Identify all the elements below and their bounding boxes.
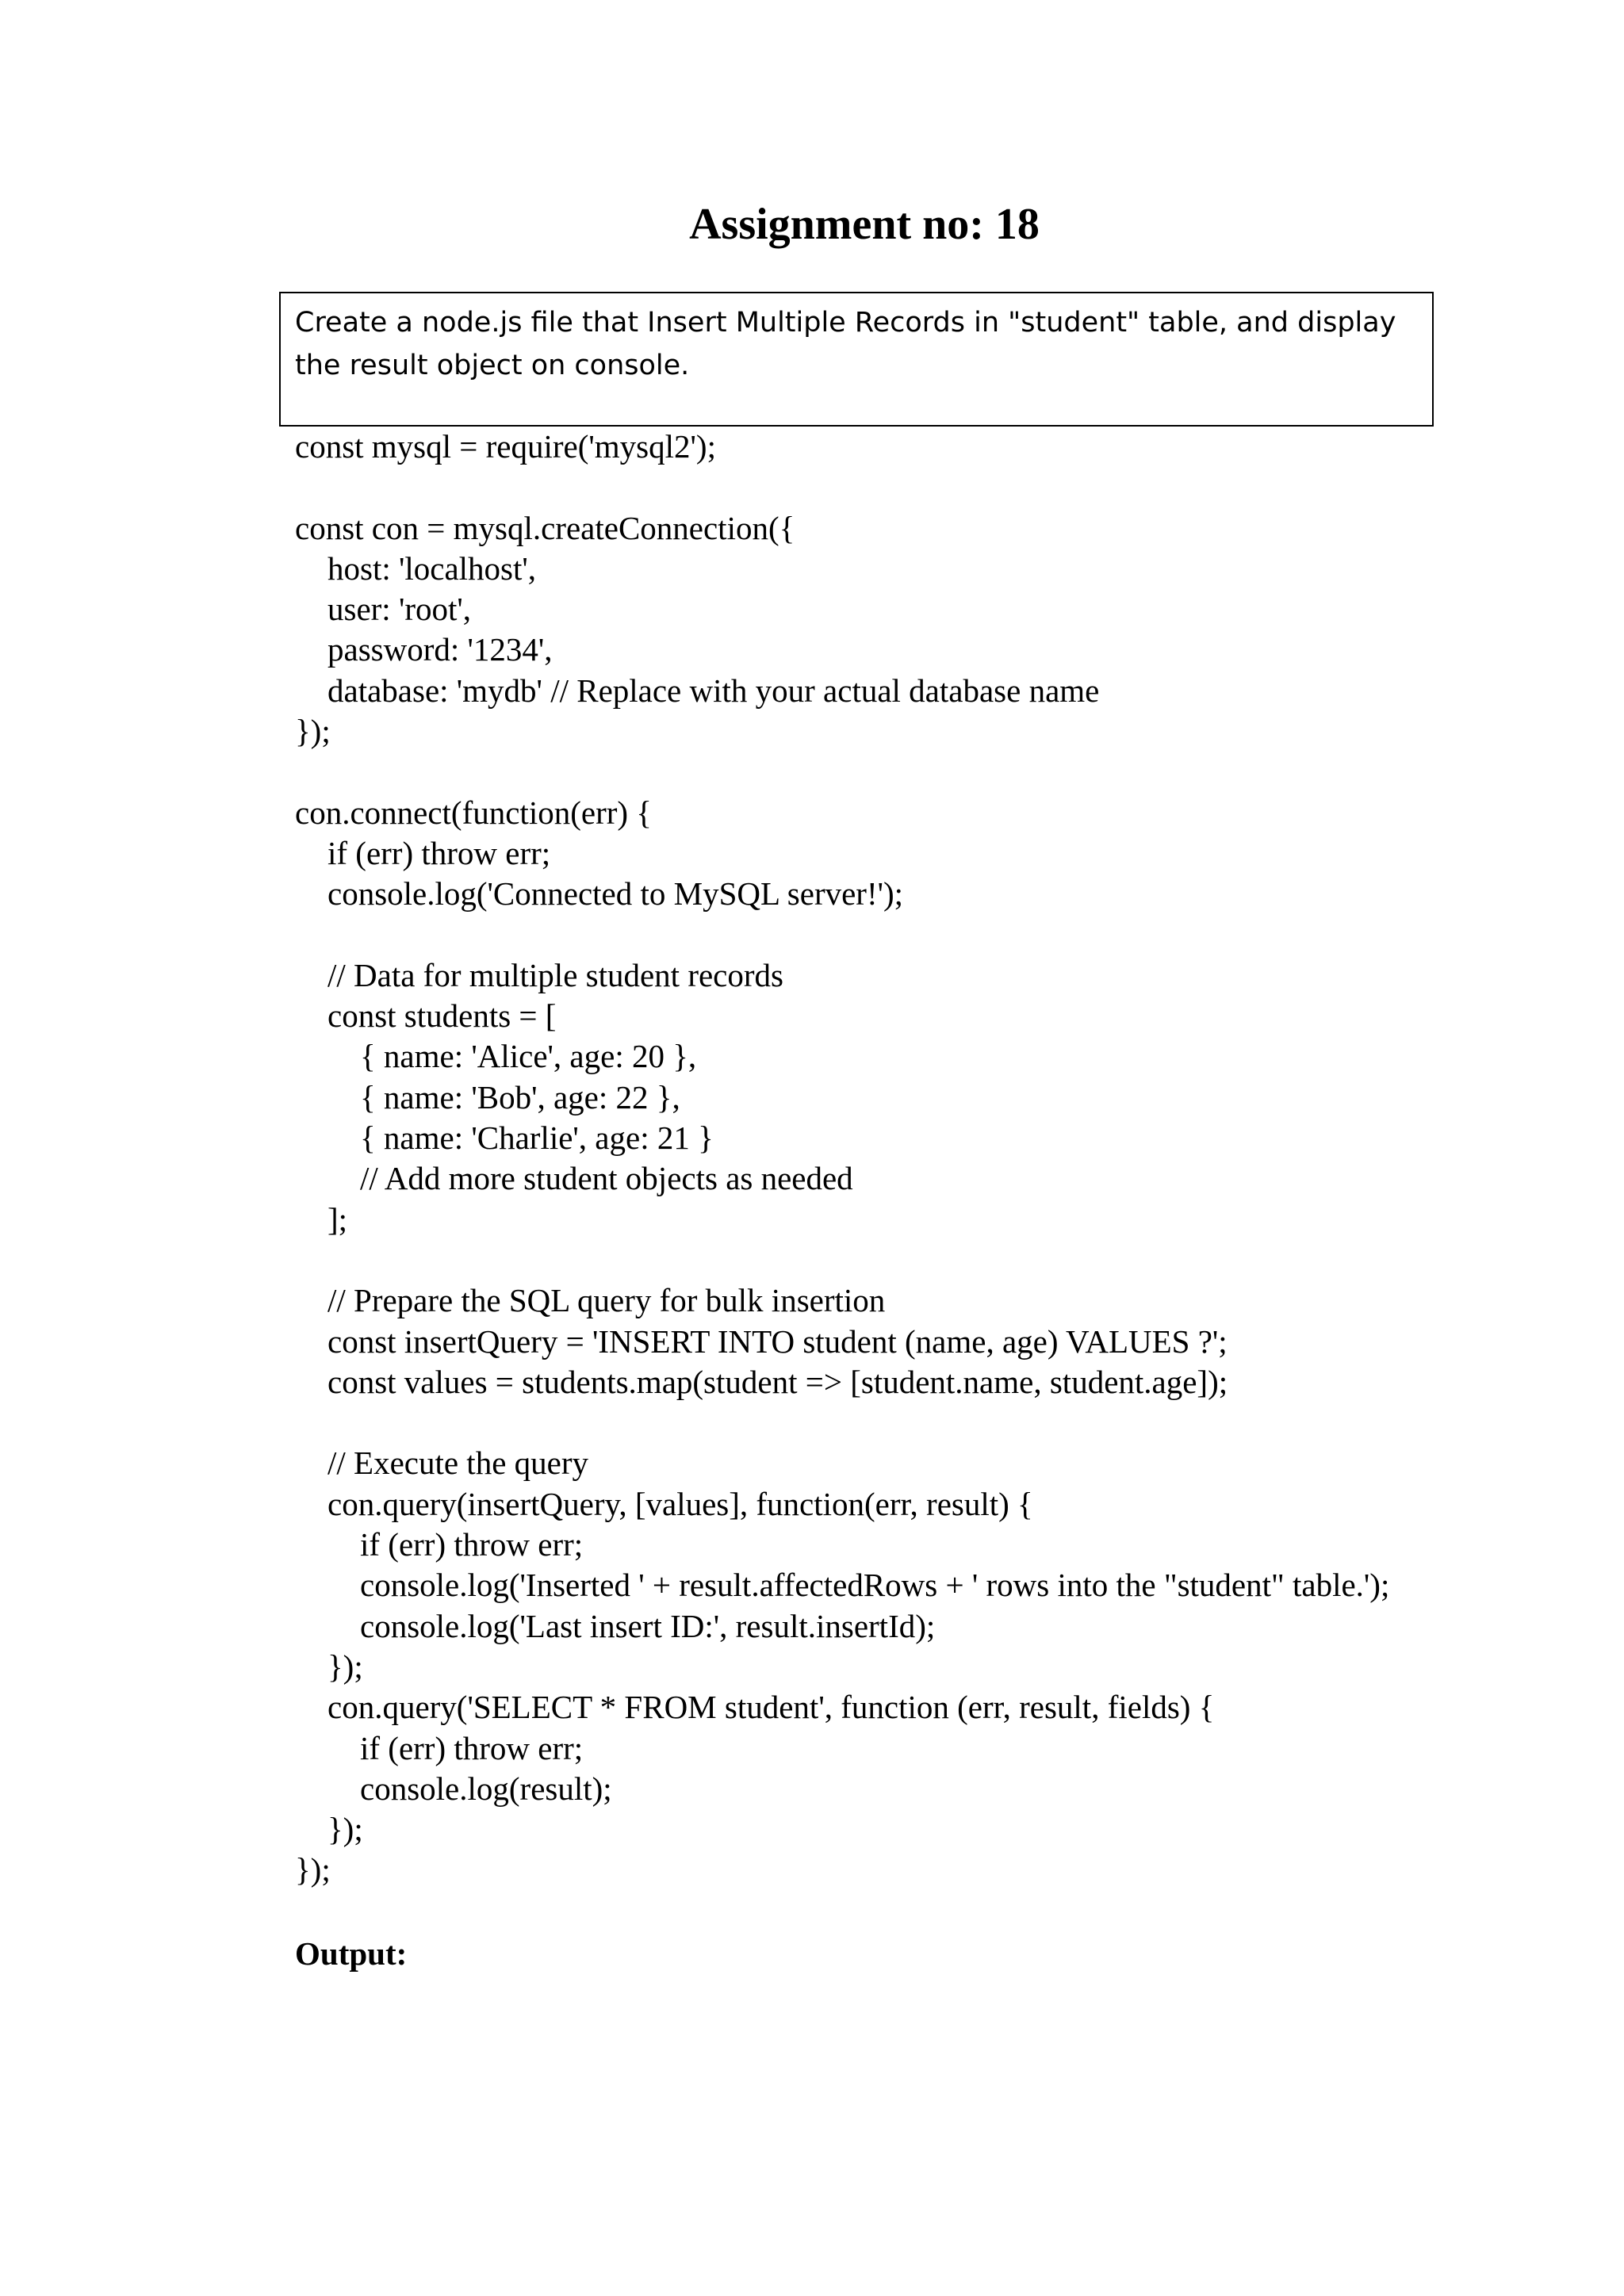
code-line: { name: 'Alice', age: 20 },	[295, 1038, 697, 1075]
code-line	[295, 915, 1611, 955]
code-line: // Execute the query	[295, 1445, 589, 1482]
code-line: user: 'root',	[295, 591, 472, 628]
output-label: Output:	[295, 1935, 408, 1972]
task-description: Create a node.js file that Insert Multiple Records in "student" table, and display the result object on console.	[295, 307, 1396, 381]
code-line: con.query(insertQuery, [values], function(err, result) {	[295, 1485, 1033, 1522]
code-line: // Data for multiple student records	[295, 956, 783, 993]
code-line: const students = [	[295, 997, 557, 1035]
code-line: password: '1234',	[295, 631, 553, 668]
code-line: if (err) throw err;	[295, 1729, 584, 1766]
code-line: const insertQuery = 'INSERT INTO student (name, age) VALUES ?';	[295, 1322, 1228, 1360]
code-line	[295, 1402, 1611, 1443]
code-line	[295, 752, 1611, 792]
code-line: if (err) throw err;	[295, 1526, 584, 1563]
code-line: database: 'mydb' // Replace with your actual database name	[295, 672, 1100, 709]
code-line: { name: 'Bob', age: 22 },	[295, 1078, 680, 1115]
code-line: console.log('Connected to MySQL server!');	[295, 875, 904, 913]
code-line: console.log(result);	[295, 1770, 612, 1807]
task-description-box	[279, 292, 1434, 427]
code-line: console.log('Inserted ' + result.affectedRows + ' rows into the "student" table.');	[295, 1567, 1390, 1604]
code-line	[295, 467, 1611, 507]
code-line: con.connect(function(err) {	[295, 794, 652, 831]
code-line: });	[295, 713, 331, 750]
code-line	[295, 1240, 1611, 1280]
page-title: Assignment no: 18	[689, 200, 1040, 249]
code-line: if (err) throw err;	[295, 834, 551, 871]
code-line: });	[295, 1647, 363, 1685]
code-line: const values = students.map(student => [student.name, student.age]);	[295, 1363, 1228, 1400]
code-line: });	[295, 1811, 363, 1848]
code-line: con.query('SELECT * FROM student', function (err, result, fields) {	[295, 1689, 1215, 1726]
code-listing	[295, 427, 1611, 1891]
code-line: // Prepare the SQL query for bulk insertion	[295, 1282, 886, 1319]
code-line: ];	[295, 1200, 348, 1238]
code-line: { name: 'Charlie', age: 21 }	[295, 1119, 714, 1157]
code-line: });	[295, 1851, 331, 1888]
code-line: const mysql = require('mysql2');	[295, 428, 716, 465]
code-line: // Add more student objects as needed	[295, 1160, 853, 1197]
code-line: host: 'localhost',	[295, 549, 537, 587]
code-line: console.log('Last insert ID:', result.insertId);	[295, 1607, 936, 1644]
code-line: const con = mysql.createConnection({	[295, 509, 795, 546]
